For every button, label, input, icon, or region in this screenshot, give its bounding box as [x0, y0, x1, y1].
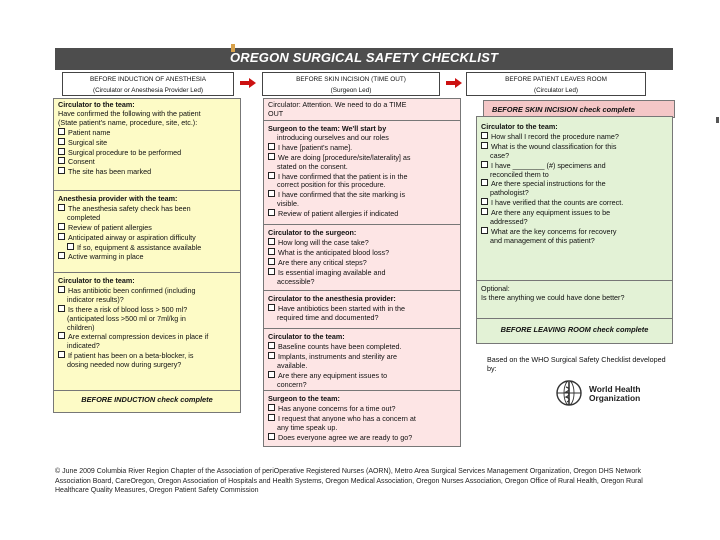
induction-column — [53, 98, 241, 413]
checkbox-icon[interactable] — [268, 433, 275, 440]
checklist-item[interactable]: I have confirmed that the patient is in the — [268, 172, 456, 182]
phase-header-incision — [262, 72, 440, 96]
red-arrow-icon — [240, 78, 256, 88]
checkbox-icon[interactable] — [58, 167, 65, 174]
optional-title: Optional: — [481, 284, 510, 293]
checkbox-icon[interactable] — [268, 238, 275, 245]
induction-complete-label: BEFORE INDUCTION check complete — [81, 395, 213, 404]
section-title: Circulator to the team: — [58, 276, 135, 285]
checklist-item[interactable]: Are there any equipment issues to be — [481, 208, 668, 218]
checklist-item[interactable]: We are doing [procedure/site/laterality] as — [268, 153, 456, 163]
phase-header-induction — [62, 72, 234, 96]
checklist-item[interactable]: What is the anticipated blood loss? — [268, 248, 456, 258]
checklist-item-cont: case? — [490, 150, 510, 160]
induction-section-circulator-2 — [54, 275, 240, 391]
incision-section-anesthesia — [264, 293, 460, 329]
checkbox-icon[interactable] — [481, 179, 488, 186]
who-org-name: World Health Organization — [589, 384, 641, 403]
checklist-item[interactable]: Are there special instructions for the — [481, 179, 668, 189]
phase-header-label: BEFORE SKIN INCISION (TIME OUT) — [296, 76, 406, 83]
leaving-section-circulator — [477, 121, 672, 281]
checkbox-icon[interactable] — [58, 128, 65, 135]
checklist-item[interactable]: The anesthesia safety check has been — [58, 204, 236, 214]
checkbox-icon[interactable] — [481, 142, 488, 149]
attention-text: Circulator: Attention. We need to do a TIME — [268, 100, 407, 109]
incision-section-circulator-surgeon — [264, 227, 460, 291]
checkbox-icon[interactable] — [268, 209, 275, 216]
citation-text: © June 2009 Columbia River Region Chapter of the Association of periOperative Registered Nurses (AORN), Metro Area Surgical Services Management Organization, Oregon DHS Network Association Board, CareOregon, Oregon Association of Hospitals and Health Systems, Oregon Medical Association, Oregon Nurses Association, Oregon Office of Rural Health, Oregon Rural Healthcare Quality Measures, Oregon Patient Safety Commission — [55, 468, 643, 495]
checkbox-icon[interactable] — [58, 223, 65, 230]
section-intro: (State patient's name, procedure, site, etc.): — [58, 117, 198, 127]
checkbox-icon[interactable] — [481, 132, 488, 139]
checkbox-icon[interactable] — [268, 352, 275, 359]
checklist-item-cont: concern? — [277, 379, 307, 389]
phase-header-sub: (Circulator Led) — [533, 87, 579, 94]
checklist-item[interactable]: I have confirmed that the site marking is — [268, 190, 456, 200]
checklist-item[interactable]: Does everyone agree we are ready to go? — [268, 433, 456, 443]
checklist-item[interactable]: I request that anyone who has a concern at — [268, 414, 456, 424]
checkbox-icon[interactable] — [268, 414, 275, 421]
checkbox-icon[interactable] — [58, 305, 65, 312]
skin-incision-complete-label: BEFORE SKIN INCISION check complete — [483, 100, 675, 118]
section-title: Circulator to the team: — [268, 332, 345, 341]
checklist-item[interactable]: Review of patient allergies — [58, 223, 236, 233]
checklist-item[interactable]: Is essential imaging available and — [268, 268, 456, 278]
checkbox-icon[interactable] — [268, 371, 275, 378]
checklist-item-cont: accessible? — [277, 276, 315, 286]
checkbox-icon[interactable] — [268, 268, 275, 275]
section-title: Circulator to the anesthesia provider: — [268, 294, 396, 303]
checklist-item[interactable]: Are external compression devices in place if — [58, 332, 236, 342]
checklist-item[interactable]: Review of patient allergies if indicated — [268, 209, 456, 219]
checkbox-icon[interactable] — [481, 208, 488, 215]
checkbox-icon[interactable] — [268, 404, 275, 411]
checklist-item[interactable]: Are there any critical steps? — [268, 258, 456, 268]
checklist-item[interactable]: Are there any equipment issues to — [268, 371, 456, 381]
checkbox-icon[interactable] — [58, 332, 65, 339]
checklist-item[interactable]: Has antibiotic been confirmed (including — [58, 286, 236, 296]
checklist-item[interactable]: Has anyone concerns for a time out? — [268, 404, 456, 414]
phase-header-leaving — [466, 72, 646, 96]
checklist-item-cont: indicator results)? — [67, 294, 124, 304]
checklist-item-cont: required time and documented? — [277, 312, 379, 322]
section-intro: Have confirmed the following with the patient — [58, 108, 201, 118]
checklist-subitem[interactable]: If so, equipment & assistance available — [58, 243, 236, 253]
checklist-item-cont: completed — [67, 212, 101, 222]
checkbox-icon[interactable] — [268, 258, 275, 265]
section-title: Circulator to the surgeon: — [268, 228, 357, 237]
checkbox-icon[interactable] — [58, 204, 65, 211]
checklist-item-cont: any time speak up. — [277, 422, 338, 432]
section-title: Circulator to the team: — [481, 122, 558, 131]
phase-header-label: BEFORE PATIENT LEAVES ROOM — [505, 76, 607, 83]
checklist-item[interactable]: Active warming in place — [58, 252, 236, 262]
checkbox-icon[interactable] — [58, 148, 65, 155]
checklist-item-cont: children) — [67, 322, 95, 332]
checklist-item[interactable]: How long will the case take? — [268, 238, 456, 248]
section-title-cont: introducing ourselves and our roles — [277, 132, 389, 142]
checklist-item-cont: visible. — [277, 199, 299, 209]
checkbox-icon[interactable] — [58, 252, 65, 259]
checklist-item[interactable]: I have [patient's name]. — [268, 143, 456, 153]
checklist-item-cont: indicated? — [67, 341, 100, 351]
checklist-item[interactable]: Surgical site — [58, 138, 236, 148]
checkbox-icon[interactable] — [58, 138, 65, 145]
section-title: Surgeon to the team: — [268, 394, 340, 403]
induction-section-anesthesia — [54, 193, 240, 273]
checkbox-icon[interactable] — [481, 198, 488, 205]
checklist-item-cont: pathologist? — [490, 188, 529, 198]
checklist-item[interactable]: What is the wound classification for this — [481, 142, 668, 152]
timeout-attention — [264, 99, 460, 121]
checkbox-icon[interactable] — [58, 286, 65, 293]
page-title: OREGON SURGICAL SAFETY CHECKLIST — [230, 50, 499, 65]
phase-header-sub: (Surgeon Led) — [330, 87, 372, 94]
checklist-item[interactable]: Surgical procedure to be performed — [58, 148, 236, 158]
checklist-item-cont: addressed? — [490, 217, 528, 227]
checkbox-icon[interactable] — [268, 304, 275, 311]
checkbox-icon[interactable] — [268, 153, 275, 160]
red-arrow-icon — [446, 78, 462, 88]
incision-column — [263, 98, 461, 447]
checkbox-icon[interactable] — [268, 248, 275, 255]
phase-header-sub: (Circulator or Anesthesia Provider Led) — [92, 87, 204, 94]
checkbox-icon[interactable] — [58, 233, 65, 240]
phase-header-label: BEFORE INDUCTION OF ANESTHESIA — [89, 76, 207, 83]
checklist-item-cont: available. — [277, 360, 308, 370]
checklist-item-cont: and management of this patient? — [490, 235, 595, 245]
who-emblem-icon — [555, 379, 583, 407]
checklist-item[interactable]: Anticipated airway or aspiration difficulty — [58, 233, 236, 243]
optional-text: Is there anything we could have done better? — [481, 292, 625, 302]
checklist-item[interactable]: If patient has been on a beta-blocker, is — [58, 351, 236, 361]
checkbox-icon[interactable] — [268, 172, 275, 179]
who-based-on-text: Based on the WHO Surgical Safety Checklist developed by: — [487, 355, 666, 373]
checkbox-icon[interactable] — [67, 243, 74, 250]
checklist-item[interactable]: I have ________ (#) specimens and — [481, 161, 668, 171]
checklist-item[interactable]: The site has been marked — [58, 167, 236, 177]
incision-section-circulator-team — [264, 331, 460, 391]
checklist-item-cont: reconciled them to — [490, 169, 549, 179]
induction-section-circulator — [54, 99, 240, 191]
checklist-item[interactable]: Patient name — [58, 128, 236, 138]
checklist-item[interactable]: How shall I record the procedure name? — [481, 132, 668, 142]
checklist-item-cont: stated on the consent. — [277, 161, 348, 171]
checkbox-icon[interactable] — [481, 227, 488, 234]
edge-mark — [716, 117, 719, 123]
checklist-item-cont: (anticipated loss >500 ml or 7ml/kg in — [67, 313, 186, 323]
checklist-item[interactable]: Implants, instruments and sterility are — [268, 352, 456, 362]
checkbox-icon[interactable] — [58, 351, 65, 358]
incision-section-surgeon — [264, 123, 460, 225]
checklist-item[interactable]: Have antibiotics been started with in the — [268, 304, 456, 314]
checklist-item[interactable]: What are the key concerns for recovery — [481, 227, 668, 237]
checklist-item[interactable]: I have verified that the counts are correct. — [481, 198, 668, 208]
section-title: Circulator to the team: — [58, 100, 135, 109]
section-title: Anesthesia provider with the team: — [58, 194, 178, 203]
checkbox-icon[interactable] — [481, 161, 488, 168]
checkbox-icon[interactable] — [58, 157, 65, 164]
incision-section-surgeon-final — [264, 393, 460, 446]
attention-text: OUT — [268, 108, 284, 118]
checklist-item-cont: correct position for this procedure. — [277, 180, 386, 190]
checkbox-icon[interactable] — [268, 190, 275, 197]
leaving-column — [476, 116, 673, 344]
checklist-item-cont: dosing needed now during surgery? — [67, 360, 182, 370]
checkbox-icon[interactable] — [268, 143, 275, 150]
leaving-complete-label: BEFORE LEAVING ROOM check complete — [500, 325, 649, 334]
section-title: Surgeon to the team: We'll start by — [268, 124, 387, 133]
checklist-item[interactable]: Is there a risk of blood loss > 500 ml? — [58, 305, 236, 315]
leaving-section-optional — [477, 283, 672, 319]
checklist-item[interactable]: Baseline counts have been completed. — [268, 342, 456, 352]
checkbox-icon[interactable] — [268, 342, 275, 349]
checklist-item[interactable]: Consent — [58, 157, 236, 167]
